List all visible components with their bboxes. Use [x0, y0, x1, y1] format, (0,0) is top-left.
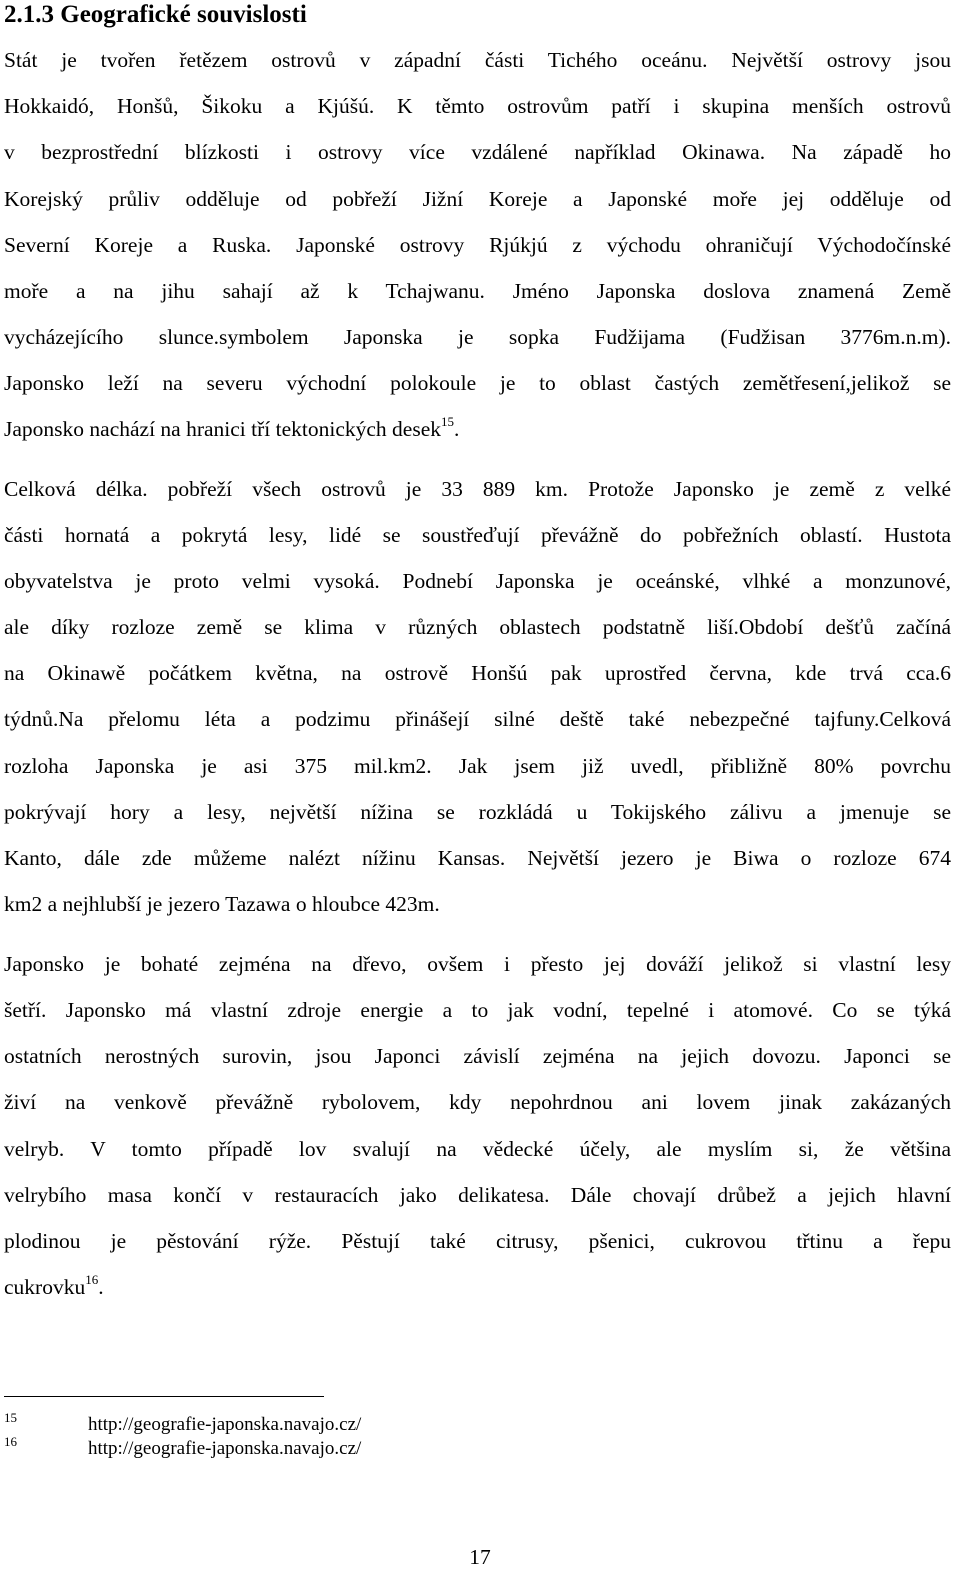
text-line [4, 414, 951, 444]
section-heading: 2.1.3 Geografické souvislosti [4, 1, 307, 28]
text-line: v bezprostřední blízkosti i ostrovy více vzdálené například Okinawa. Na západě ho [4, 140, 951, 164]
text-line: vycházejícího slunce.symbolem Japonska je sopka Fudžijama (Fudžisan 3776m.n.m). [4, 325, 951, 349]
sentence-period: . [98, 1275, 104, 1299]
footnote-number: 16 [4, 1434, 17, 1449]
text-line-content: cukrovku [4, 1275, 86, 1299]
text-line: velrybího masa končí v restauracích jako delikatesa. Dále chovají drůbež a jejich hlavní [4, 1183, 951, 1207]
text-line: km2 a nejhlubší je jezero Tazawa o hloubce 423m. [4, 892, 440, 916]
text-line: Kanto, dále zde můžeme nalézt nížinu Kansas. Největší jezero je Biwa o rozloze 674 [4, 846, 951, 870]
text-line: obyvatelstva je proto velmi vysoká. Podnebí Japonska je oceánské, vlhké a monzunové, [4, 569, 951, 593]
text-line: šetří. Japonsko má vlastní zdroje energie a to jak vodní, tepelné i atomové. Co se týká [4, 998, 951, 1022]
footnote-link[interactable]: http://geografie-japonska.navajo.cz/ [88, 1414, 362, 1435]
text-line: na Okinawě počátkem května, na ostrově Honšú pak uprostřed června, kde trvá cca.6 [4, 661, 951, 685]
text-line [4, 1272, 951, 1302]
footnote-ref: 15 [441, 414, 455, 429]
text-line: Japonsko leží na severu východní polokoule je to oblast častých zemětřesení,jelikož se [4, 371, 951, 395]
footnote-number: 15 [4, 1410, 17, 1425]
text-line: Celková délka. pobřeží všech ostrovů je 33 889 km. Protože Japonsko je země z velké [4, 477, 951, 501]
text-line: Severní Koreje a Ruska. Japonské ostrovy Rjúkjú z východu ohraničují Východočínské [4, 233, 951, 257]
text-line: živí na venkově převážně rybolovem, kdy nepohrdnou ani lovem jinak zakázaných [4, 1090, 951, 1114]
text-line: Korejský průliv odděluje od pobřeží Jižní Koreje a Japonské moře jej odděluje od [4, 187, 951, 211]
text-line: ostatních nerostných surovin, jsou Japonci závislí zejména na jejich dovozu. Japonci se [4, 1044, 951, 1068]
text-line: pokrývají hory a lesy, největší nížina se rozkládá u Tokijského zálivu a jmenuje se [4, 800, 951, 824]
text-line: plodinou je pěstování rýže. Pěstují také citrusy, pšenici, cukrovou třtinu a řepu [4, 1229, 951, 1253]
text-line: velryb. V tomto případě lov svalují na vědecké účely, ale myslím si, že většina [4, 1137, 951, 1161]
text-line: moře a na jihu sahají až k Tchajwanu. Jméno Japonska doslova znamená Země [4, 279, 951, 303]
footnote-link[interactable]: http://geografie-japonska.navajo.cz/ [88, 1438, 362, 1459]
page-number: 17 [469, 1545, 491, 1569]
text-line: týdnů.Na přelomu léta a podzimu přinášejí silné deště také nebezpečné tajfuny.Celková [4, 707, 951, 731]
text-line: Hokkaidó, Honšů, Šikoku a Kjúšú. K těmto ostrovům patří i skupina menších ostrovů [4, 94, 951, 118]
text-line: ale díky rozloze země se klima v různých oblastech podstatně liší.Období dešťů začíná [4, 615, 951, 639]
sentence-period: . [454, 417, 460, 441]
footnote-ref: 16 [85, 1272, 99, 1287]
text-line: Japonsko je bohaté zejména na dřevo, ovšem i přesto jej dováží jelikož si vlastní lesy [4, 952, 951, 976]
text-line: rozloha Japonska je asi 375 mil.km2. Jak jsem již uvedl, přibližně 80% povrchu [4, 754, 951, 778]
text-line-content: Japonsko nachází na hranici tří tektonických desek [4, 417, 442, 441]
text-line: části hornatá a pokrytá lesy, lidé se soustřeďují převážně do pobřežních oblastí. Hustota [4, 523, 951, 547]
footnote-divider [4, 1396, 324, 1397]
text-line: Stát je tvořen řetězem ostrovů v západní části Tichého oceánu. Největší ostrovy jsou [4, 48, 951, 72]
